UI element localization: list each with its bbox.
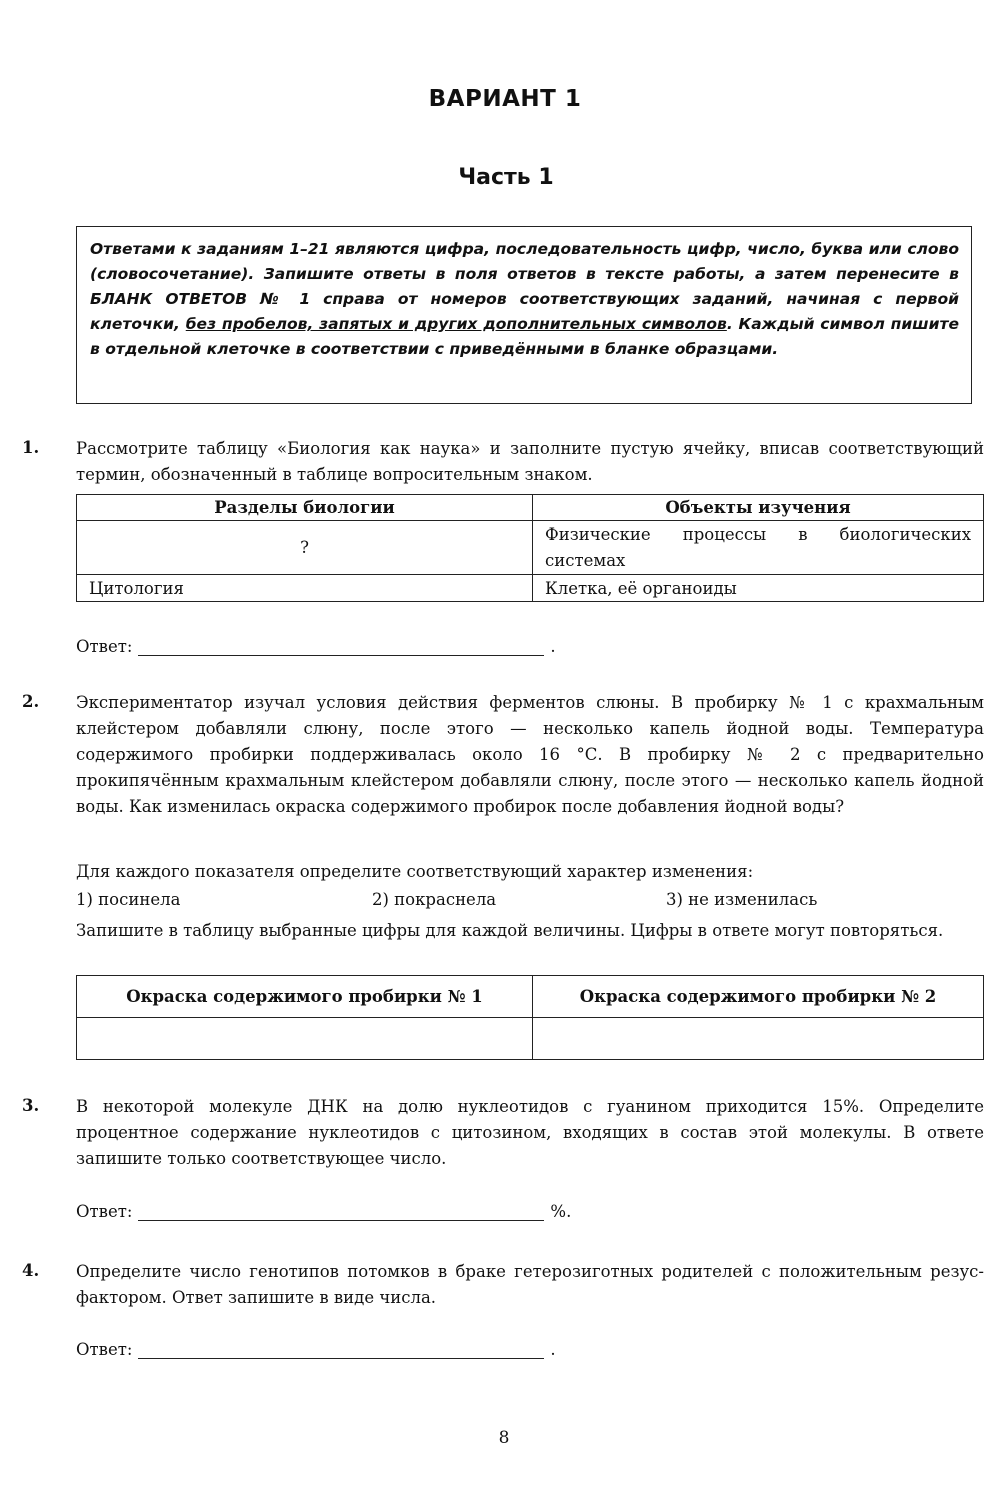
task-1-number: 1.	[22, 438, 40, 457]
table-cell-question: ?	[77, 521, 533, 575]
answer-label: Ответ:	[76, 637, 133, 656]
page-number: 8	[498, 1428, 510, 1448]
task-2-number: 2.	[22, 692, 40, 711]
option-3: 3) не изменилась	[666, 890, 818, 909]
task-2-instruction: Для каждого показателя определите соответствующий характер изменения:	[76, 862, 754, 881]
task-4-number: 4.	[22, 1261, 40, 1280]
table-cell: Цитология	[77, 575, 533, 602]
option-1: 1) посинела	[76, 890, 181, 909]
answer-cell-tube-2[interactable]	[533, 1018, 984, 1060]
answer-suffix: %.	[550, 1202, 572, 1221]
answer-field[interactable]	[138, 1340, 544, 1359]
answer-suffix: .	[550, 637, 556, 656]
instructions-box	[76, 226, 972, 404]
table-header: Окраска содержимого пробирки № 1	[77, 976, 533, 1018]
task-1-answer	[76, 637, 556, 656]
task-2-fill-instruction: Запишите в таблицу выбранные цифры для каждой величины. Цифры в ответе могут повторяться.	[76, 921, 944, 940]
answer-field[interactable]	[138, 637, 544, 656]
option-2: 2) покраснела	[372, 890, 497, 909]
instructions-text-end: . Каждый символ пишите в отдельной клеточке в соответствии с приведёнными в бланке образцами.	[90, 315, 959, 358]
instructions-underlined: без пробелов, запятых и других дополнительных символов	[185, 315, 727, 333]
task-3-number: 3.	[22, 1096, 40, 1115]
answer-label: Ответ:	[76, 1340, 133, 1359]
task-1-text: Рассмотрите таблицу «Биология как наука» и заполните пустую ячейку, вписав соответствующий термин, обозначенный в таблице вопросительным знаком.	[76, 439, 984, 484]
answer-field[interactable]	[138, 1202, 544, 1221]
table-header: Объекты изучения	[533, 495, 984, 521]
variant-title: ВАРИАНТ 1	[428, 86, 582, 112]
task-2-answer-table	[76, 975, 984, 1060]
answer-label: Ответ:	[76, 1202, 133, 1221]
table-cell: Клетка, её органоиды	[533, 575, 984, 602]
answer-suffix: .	[550, 1340, 556, 1359]
task-2-text: Экспериментатор изучал условия действия ферментов слюны. В пробирку № 1 с крахмальным клейстером добавляли слюну, после этого — несколько капель йодной воды. Температура содержимого пробирки поддерживалась около 16 °С. В пробирку № 2 с предварительно прокипячённым крахмальным клейстером добавляли слюну, после этого — несколько капель йодной воды. Как изменилась окраска содержимого пробирок после добавления йодной воды?	[76, 693, 984, 816]
part-title: Часть 1	[458, 165, 554, 190]
table-cell: Физические процессы в биологических системах	[533, 521, 984, 575]
table-header: Окраска содержимого пробирки № 2	[533, 976, 984, 1018]
task-4-text: Определите число генотипов потомков в браке гетерозиготных родителей с положительным резус-фактором. Ответ запишите в виде числа.	[76, 1262, 984, 1307]
task-3-answer	[76, 1202, 571, 1221]
task-1-table	[76, 494, 984, 602]
instructions-text: Ответами к заданиям 1–21 являются цифра, последовательность цифр, число, буква или слово (словосочетание). Запишите ответы в поля ответов в тексте работы, а затем перенесите в БЛАНК ОТВЕТОВ № 1 справа от номеров соответствующих заданий, начиная с первой клеточки,	[90, 240, 959, 333]
table-header: Разделы биологии	[77, 495, 533, 521]
task-4-answer	[76, 1340, 556, 1359]
answer-cell-tube-1[interactable]	[77, 1018, 533, 1060]
task-3-text: В некоторой молекуле ДНК на долю нуклеотидов с гуанином приходится 15%. Определите процентное содержание нуклеотидов с цитозином, входящих в состав этой молекулы. В ответе запишите только соответствующее число.	[76, 1097, 984, 1168]
